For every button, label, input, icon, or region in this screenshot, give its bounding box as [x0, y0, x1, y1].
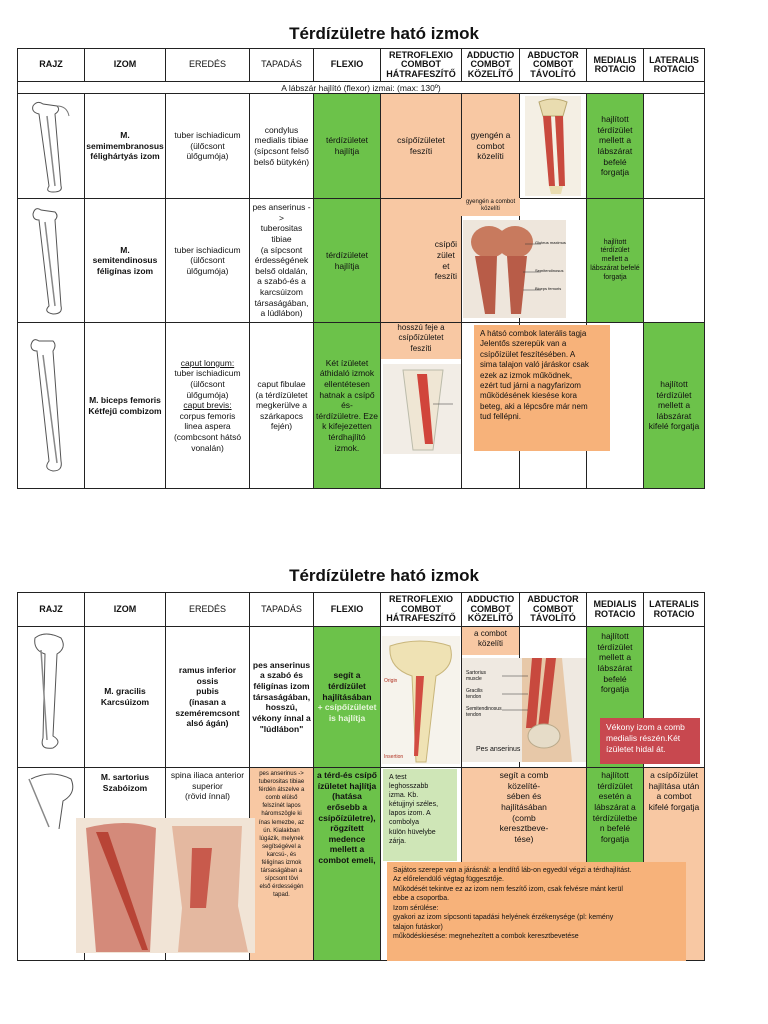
- header-eredes: EREDÉS: [165, 592, 250, 627]
- origin-cell: tuber ischiadicum (ülőcsont ülőgumója): [165, 198, 250, 323]
- sartorius-photo: [76, 818, 255, 953]
- origin-text: corpus femoris linea aspera (combcsont hátsó vonalán): [173, 410, 242, 453]
- abductor-cell: [519, 93, 587, 199]
- bone-drawing-icon: [21, 96, 81, 196]
- lateralis-cell: hajlított térdízület mellett a lábszárat kifelé forgatja: [643, 322, 705, 489]
- header-adductio: ADDUCTIO COMBOT KÖZELÍTŐ: [461, 48, 520, 82]
- biceps-femoris-image-icon: [383, 364, 461, 454]
- origin-cell: ramus inferior ossis pubis (ínasan a szeméremcsont alsó ágán): [165, 626, 250, 768]
- flexio-cell: térdízületet hajlítja: [313, 198, 381, 323]
- header-retroflexio: RETROFLEXIO COMBOT HÁTRAFESZÍTŐ: [380, 592, 462, 627]
- adductio-note: a combot közelíti: [462, 627, 519, 655]
- lateralis-cell: a csípőízület hajlítása után a combot kifelé forgatja: [643, 767, 705, 961]
- flexio-cell: térdízületet hajlítja: [313, 93, 381, 199]
- sartorius-green-note: A test leghosszabb izma. Kb. kétujjnyi széles, lapos izom. A combolya külön hüvelybe zárja.: [383, 769, 457, 861]
- insertion-cell: pes anserinus -> tuberositas tibiae férdén átszelve a comb elülső felszínét lapos háromszögle ki ínas lemezbe, az ún. Kialakban lúgázik, melynek segítségével a karcsú-, és féligínas izmok társaságában a sípcsont tövi első érdességén tapad.: [249, 767, 314, 961]
- header-medialis: MEDIALIS ROTACIO: [586, 592, 644, 627]
- medialis-cell: hajlított térdízület mellett a lábszárat befelé forgatja: [586, 198, 644, 323]
- header-izom: IZOM: [84, 592, 166, 627]
- drawing-cell: [17, 93, 85, 199]
- header-lateralis: LATERALIS ROTACIO: [643, 48, 705, 82]
- img-label: Gracilis tendon: [466, 688, 483, 700]
- muscle-name: M. gracilis Karcsúizom: [84, 626, 166, 768]
- flexio-cell: a térd-és csípő ízületet hajlítja (hatása erősebb a csípőízületre), rögzített medence mellett a combot emeli,: [313, 767, 381, 961]
- header-eredes: EREDÉS: [165, 48, 250, 82]
- img-label: Semitendinosus: [535, 268, 564, 273]
- insertion-cell: condylus medialis tibiae (sípcsont felső belső bütykén): [249, 93, 314, 199]
- header-flexio: FLEXIO: [313, 48, 381, 82]
- section2-title: Térdízületre ható izmok: [289, 566, 479, 585]
- insertion-cell: pes anserinus a szabó és féligínas izom társaságában, hosszú, vékony ínnal a "lúdlábon": [249, 626, 314, 768]
- bone-drawing-icon: [21, 331, 81, 481]
- origin-text: tuber ischiadicum (ülőcsont ülőgumója): [174, 368, 241, 400]
- subheader-flexor: A lábszár hajlító (flexor) izmai: (max: 130º): [17, 81, 705, 94]
- biceps-note: A hátsó combok laterális tagja Jelentős szerepük van a csípőízület feszítésében. A sima talajon való járáskor csak ezek az izmok működnek, ezért tud járni a nagyfarizom működésének kiesése kora beteg, aki a lépcsőre már nem tud fellépni.: [474, 325, 610, 451]
- header-lateralis: LATERALIS ROTACIO: [643, 592, 705, 627]
- header-flexio: FLEXIO: [313, 592, 381, 627]
- adductio-note: gyengén a combot közelíti: [461, 198, 520, 216]
- drawing-cell: [17, 767, 85, 961]
- hamstring-photo: [463, 220, 566, 318]
- gracilis-red-note: Vékony izom a comb medialis részén.Két ízületet hidal át.: [600, 718, 700, 764]
- muscle-name: M. biceps femoris Kétfejű combizom: [84, 322, 166, 489]
- insertion-cell: pes anserinus - > tuberositas tibiae (a sípcsont érdességének belső oldalán, a szabó-és a karcsúizom társaságában, a lúdlábon): [249, 198, 314, 323]
- drawing-cell: [17, 322, 85, 489]
- flexio-extra-text: + csípőízületet is hajlítja: [317, 702, 377, 723]
- header-retroflexio: RETROFLEXIO COMBOT HÁTRAFESZÍTŐ: [380, 48, 462, 82]
- header-abductor: ABDUCTOR COMBOT TÁVOLÍTÓ: [519, 592, 587, 627]
- biceps-femoris-photo: [383, 364, 461, 454]
- origin-head-short: caput brevis:: [183, 400, 232, 411]
- muscle-name: M. semitendinosus féligínas izom: [84, 198, 166, 323]
- img-label-origin: Origin: [384, 678, 398, 684]
- medialis-cell: hajlított térdízület mellett a lábszárat befelé forgatja: [586, 93, 644, 199]
- header-rajz: RAJZ: [17, 48, 85, 82]
- origin-cell: [165, 322, 250, 489]
- adductio-cell: segít a comb közelíté- sében és hajlításában (comb keresztbeve- tése): [461, 767, 587, 961]
- lateralis-cell: [643, 198, 705, 323]
- medialis-cell: hajlított térdízület mellett a lábszárat befelé forgatja: [586, 626, 644, 768]
- img-label: Gluteus maximus: [535, 240, 566, 245]
- header-medialis: MEDIALIS ROTACIO: [586, 48, 644, 82]
- header-izom: IZOM: [84, 48, 166, 82]
- header-abductor: ABDUCTOR COMBOT TÁVOLÍTÓ: [519, 48, 587, 82]
- pelvis-photo: [382, 636, 460, 764]
- pes-anserinus-photo: [462, 658, 586, 762]
- drawing-cell: [17, 198, 85, 323]
- insertion-cell: caput fibulae (a térdízületet megkerülve a szárkapocs fején): [249, 322, 314, 489]
- section1-title: Térdízületre ható izmok: [289, 24, 479, 43]
- img-label: Pes anserinus: [476, 746, 521, 753]
- origin-cell: tuber ischiadicum (ülőcsont ülőgumója): [165, 93, 250, 199]
- img-label: Sartorius muscle: [466, 670, 487, 682]
- sartorius-image-icon: [76, 818, 255, 953]
- header-rajz: RAJZ: [17, 592, 85, 627]
- img-label-insertion: Insertion: [384, 754, 404, 760]
- adductio-cell: gyengén a combot közelíti: [461, 93, 520, 199]
- retroflexio-cell: csípőízületet feszíti: [380, 93, 462, 199]
- medialis-cell: hajlított térdízület esetén a lábszárat a térdízületbe n befelé forgatja: [586, 767, 644, 961]
- flexio-cell: Két ízületet áthidaló izmok ellentétesen hatnak a csípő és- térdízületre. Eze k kifejezetten térdhajlító izmok.: [313, 322, 381, 489]
- img-label: Semitendinosus tendon: [466, 706, 502, 718]
- origin-head-long: caput longum:: [180, 357, 235, 368]
- bone-drawing-icon: [21, 630, 81, 764]
- origin-cell: spina iliaca anterior superior (rövid ínnal): [165, 767, 250, 961]
- muscle-name: M. sartorius Szabóizom: [84, 767, 166, 961]
- leg-muscle-image-icon: [525, 96, 581, 196]
- flexio-text: segít a térdízület hajlításában: [322, 670, 372, 702]
- drawing-cell: [17, 626, 85, 768]
- flexio-cell: [313, 626, 381, 768]
- sartorius-note: Sajátos szerepe van a járásnál: a lendítő láb-on egyedül végzi a térdhajlítást. Az előrelendülő végtag függesztője. Működését tekintve ez az izom nem feszítő izom, csak felvésre mánt kerül ebbe a csoportba. Izom sérülése: gyakori az izom sípcsonti tapadási helyének érzékenysége (pl: kemény talajon futáskor) működéskiesése: megnehezített a combok keresztbevetése: [387, 862, 686, 961]
- bone-drawing-icon: [21, 769, 81, 829]
- bone-drawing-icon: [21, 202, 81, 320]
- retroflexio-note: hosszú feje a csípőízületet feszíti: [381, 323, 461, 359]
- header-adductio: ADDUCTIO COMBOT KÖZELÍTŐ: [461, 592, 520, 627]
- pelvis-image-icon: [382, 636, 460, 764]
- img-label: Biceps femoris: [535, 286, 562, 291]
- muscle-name: M. semimembranosus félighártyás izom: [84, 93, 166, 199]
- header-tapadas: TAPADÁS: [249, 592, 314, 627]
- lateralis-cell: [643, 93, 705, 199]
- retroflexio-cell: csípői zület et feszíti: [380, 198, 462, 323]
- header-tapadas: TAPADÁS: [249, 48, 314, 82]
